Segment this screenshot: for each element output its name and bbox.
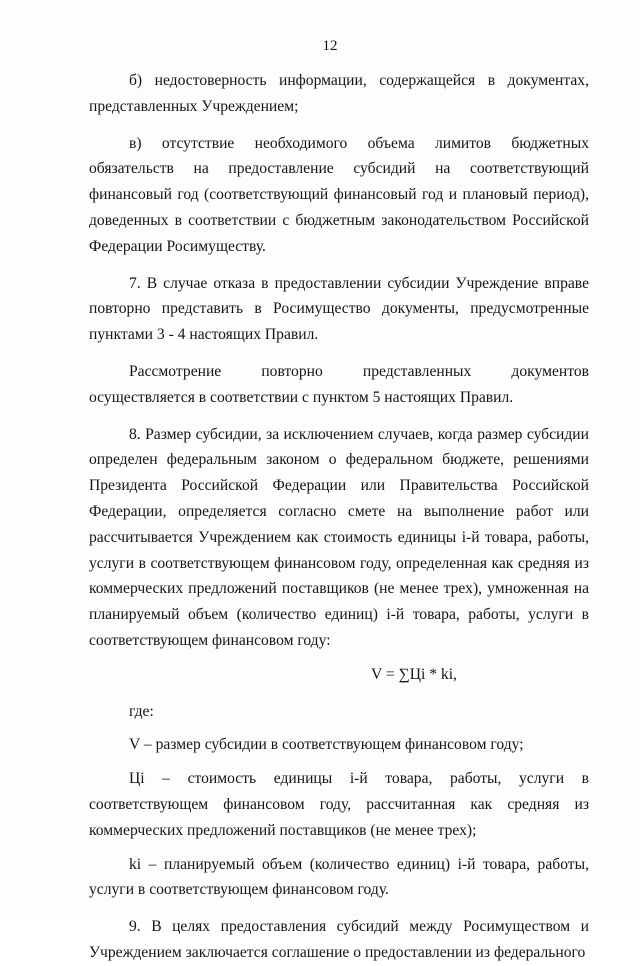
document-body bbox=[89, 68, 589, 966]
page-number: 12 bbox=[322, 38, 338, 54]
definition-ci: Цi – стоимость единицы i-й товара, работы, услуги в соответствующем финансовом году, рассчитанная как средняя из коммерческих предложений поставщиков (не менее трех); bbox=[89, 770, 589, 839]
definition-ki: ki – планируемый объем (количество единиц) i-й товара, работы, услуги в соответствующем финансовом году. bbox=[89, 855, 589, 899]
where-label: где: bbox=[129, 702, 154, 720]
definition-v: V – размер субсидии в соответствующем финансовом году; bbox=[129, 736, 524, 754]
paragraph-9-agreement: 9. В целях предоставления субсидий между Росимуществом и Учреждением заключается соглашение о предоставлении из федерального bbox=[89, 918, 589, 961]
subsidy-formula: V = ∑Цi * ki, bbox=[371, 665, 457, 683]
paragraph-b-inaccurate-info: б) недостоверность информации, содержащейся в документах, представленных Учреждением; bbox=[89, 72, 589, 115]
paragraph-7-refusal: 7. В случае отказа в предоставлении субсидии Учреждение вправе повторно представить в Росимущество документы, предусмотренные пунктами 3 - 4 настоящих Правил. bbox=[89, 274, 589, 344]
paragraph-review-resubmitted: Рассмотрение повторно представленных документов осуществляется в соответствии с пунктом 5 настоящих Правил. bbox=[89, 362, 589, 406]
paragraph-8-subsidy-size: 8. Размер субсидии, за исключением случаев, когда размер субсидии определен федеральным законом о федеральном бюджете, решениями Президента Российской Федерации или Правительства Российской Федерации, определяется согласно смете на выполнение работ или рассчитывается Учреждением как стоимость единицы i-й товара, работы, услуги в соответствующем финансовом году, определенная как средняя из коммерческих предложений поставщиков (не менее трех), умноженная на планируемый объем (количество единиц) i-й товара, работы, услуги в соответствующем финансовом году: bbox=[89, 425, 589, 649]
paragraph-v-budget-limits: в) отсутствие необходимого объема лимитов бюджетных обязательств на предоставление субсидий на соответствующий финансовый год (соответствующий финансовый год и плановый период), доведенных в соответствии с бюджетным законодательством Российской Федерации Росимуществу. bbox=[89, 134, 589, 255]
